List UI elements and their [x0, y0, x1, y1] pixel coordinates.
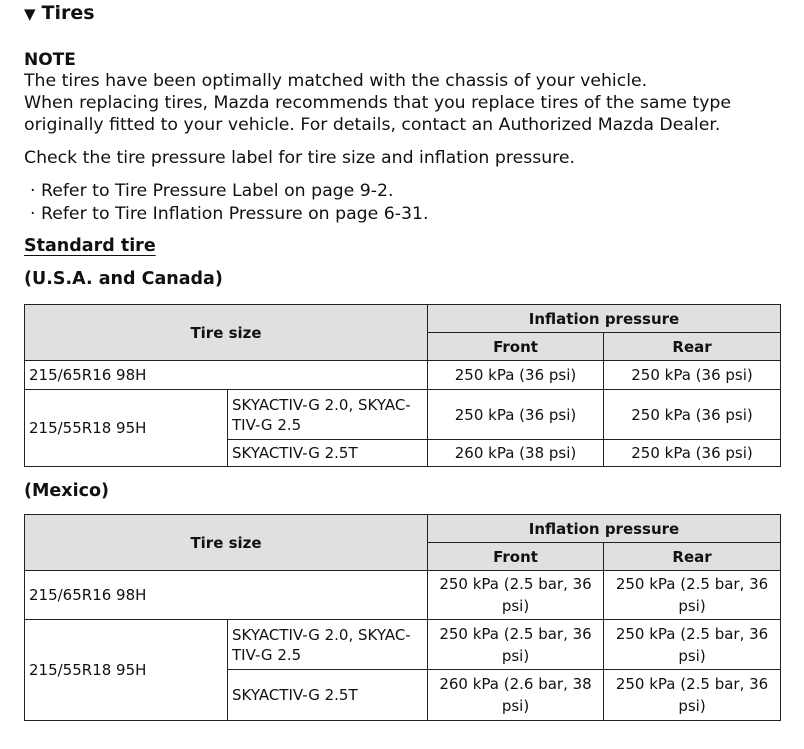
header-inflation-pressure: Inflation pressure — [428, 515, 781, 543]
table-row — [25, 571, 781, 620]
mexico-tire-table — [24, 514, 781, 721]
triangle-down-icon: ▼ — [24, 5, 36, 23]
cell-rear: 250 kPa (36 psi) — [604, 390, 781, 440]
cell-tire-size: 215/55R18 95H — [25, 390, 228, 467]
header-inflation-pressure: Inflation pressure — [428, 305, 781, 333]
cell-engine: SKYACTIV-G 2.0, SKYAC- TIV-G 2.5 — [228, 620, 428, 670]
cell-rear: 250 kPa (2.5 bar, 36 psi) — [604, 571, 781, 620]
cell-rear: 250 kPa (36 psi) — [604, 361, 781, 390]
cell-tire-size: 215/55R18 95H — [25, 620, 228, 721]
section-heading — [24, 2, 95, 24]
table-row — [25, 361, 781, 390]
usa-tire-table — [24, 304, 781, 467]
cell-front: 250 kPa (36 psi) — [428, 390, 604, 440]
header-front: Front — [428, 333, 604, 361]
header-rear: Rear — [604, 333, 781, 361]
cell-tire-size: 215/65R16 98H — [25, 361, 428, 390]
bullet-inflation-pressure: · Refer to Tire Inflation Pressure on page 6-31. — [30, 204, 429, 224]
cell-rear: 250 kPa (2.5 bar, 36 psi) — [604, 670, 781, 721]
note-line-3: originally fitted to your vehicle. For details, contact an Authorized Mazda Dealer. — [24, 115, 721, 135]
header-front: Front — [428, 543, 604, 571]
check-text: Check the tire pressure label for tire size and inflation pressure. — [24, 148, 576, 168]
cell-rear: 250 kPa (36 psi) — [604, 440, 781, 467]
cell-front: 260 kPa (38 psi) — [428, 440, 604, 467]
standard-tire-heading: Standard tire — [24, 236, 156, 256]
header-rear: Rear — [604, 543, 781, 571]
note-line-2: When replacing tires, Mazda recommends that you replace tires of the same type — [24, 93, 732, 113]
table-row — [25, 620, 781, 670]
region-usa-canada: (U.S.A. and Canada) — [24, 269, 223, 289]
cell-front: 250 kPa (36 psi) — [428, 361, 604, 390]
header-tire-size: Tire size — [25, 305, 428, 361]
cell-rear: 250 kPa (2.5 bar, 36 psi) — [604, 620, 781, 670]
note-title: NOTE — [24, 50, 76, 70]
cell-engine: SKYACTIV-G 2.5T — [228, 440, 428, 467]
bullet-pressure-label: · Refer to Tire Pressure Label on page 9-2. — [30, 181, 394, 201]
header-tire-size: Tire size — [25, 515, 428, 571]
note-line-1: The tires have been optimally matched with the chassis of your vehicle. — [24, 71, 648, 91]
cell-engine: SKYACTIV-G 2.5T — [228, 670, 428, 721]
region-mexico: (Mexico) — [24, 481, 109, 501]
cell-engine: SKYACTIV-G 2.0, SKYAC- TIV-G 2.5 — [228, 390, 428, 440]
cell-front: 250 kPa (2.5 bar, 36 psi) — [428, 571, 604, 620]
cell-front: 260 kPa (2.6 bar, 38 psi) — [428, 670, 604, 721]
cell-tire-size: 215/65R16 98H — [25, 571, 428, 620]
cell-front: 250 kPa (2.5 bar, 36 psi) — [428, 620, 604, 670]
section-title: Tires — [41, 2, 95, 24]
table-row — [25, 390, 781, 440]
